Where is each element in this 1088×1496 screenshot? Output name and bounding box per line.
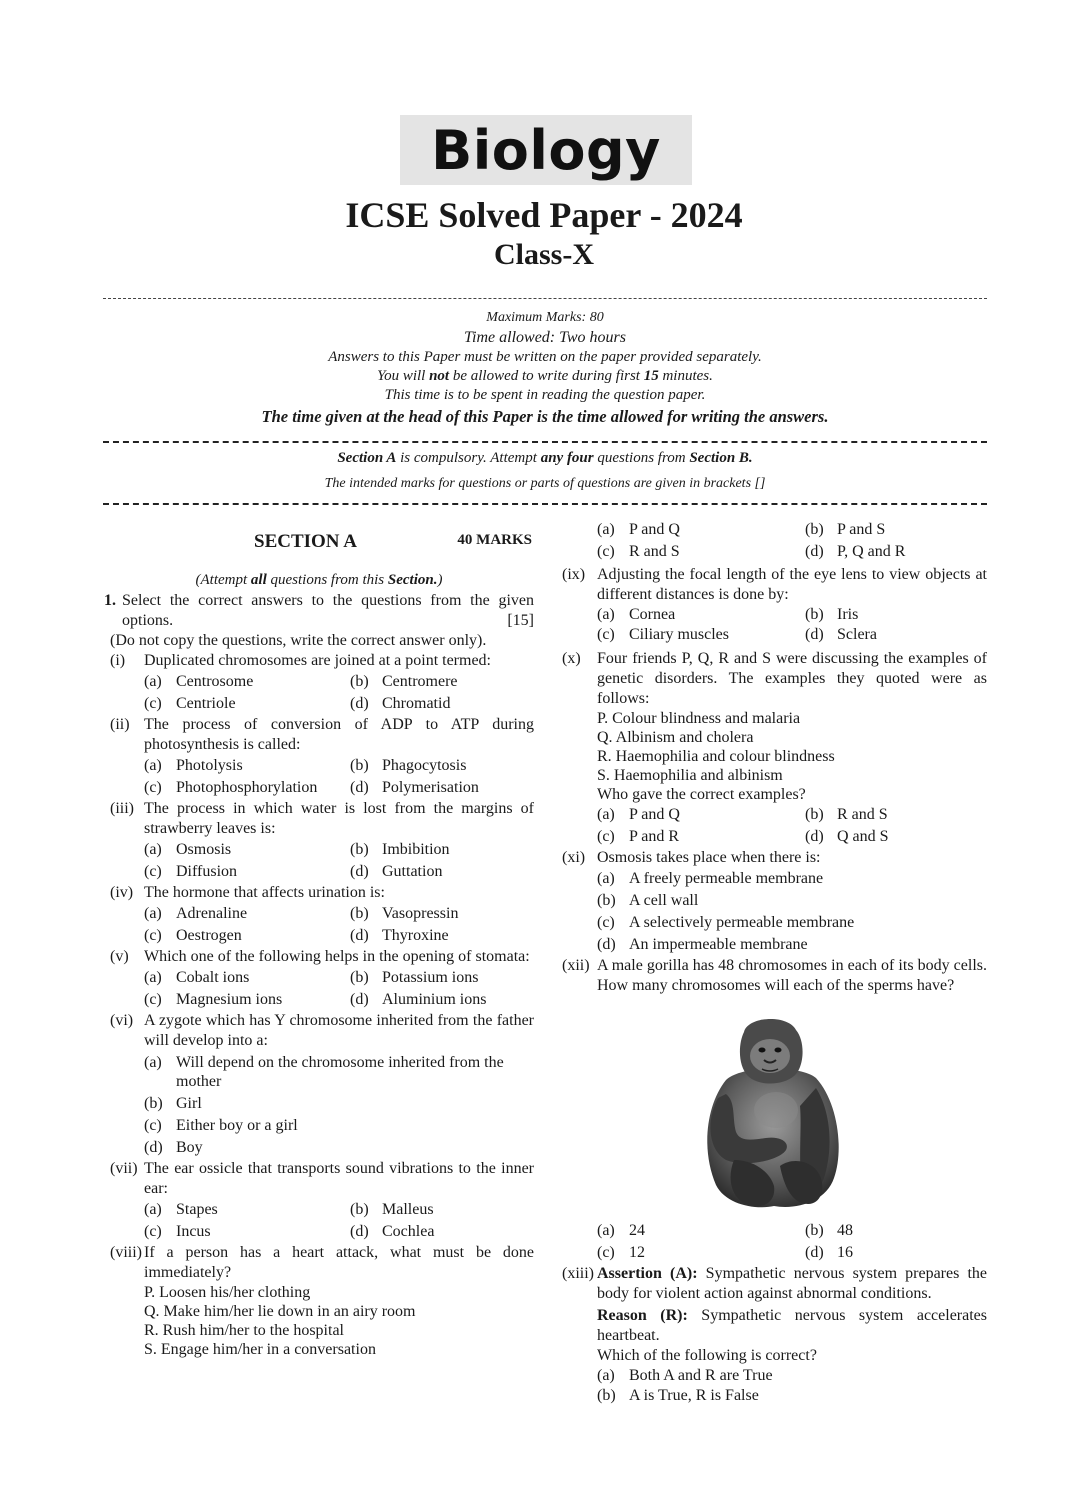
section-note: Section A is compulsory. Attempt any four questions from Section B. The intended marks for questions or parts of questions are given in brackets [] [103, 449, 987, 493]
option: (d) Chromatid [350, 695, 451, 712]
options [144, 903, 534, 947]
option: (d) Boy [144, 1139, 203, 1156]
option: (b) Vasopressin [350, 905, 459, 922]
divider [103, 298, 987, 299]
option: (a) Centrosome [144, 673, 254, 690]
option: (d) Sclera [805, 626, 877, 643]
subject-title: Biology [431, 118, 661, 182]
options [597, 1366, 987, 1406]
option: (b) Imbibition [350, 841, 450, 858]
option: (d) 16 [805, 1244, 853, 1261]
option: (a) Both A and R are True [597, 1367, 773, 1384]
question-1: 1. Select the correct answers to the questions from the given options. [15] [104, 592, 534, 629]
option: (b) R and S [805, 806, 888, 823]
option: (d) An impermeable membrane [597, 936, 808, 953]
question-v: (v) Which one of the following helps in the opening of stomata: [110, 948, 530, 965]
left-column [104, 530, 534, 1359]
question-xiii: (xiii) Assertion (A): Sympathetic nervous system prepares the body for violent action against abnormal conditions. [562, 1265, 987, 1302]
options [144, 1053, 534, 1159]
option: (b) Centromere [350, 673, 458, 690]
section-header [104, 530, 534, 570]
statement: R. Rush him/her to the hospital [144, 1322, 344, 1339]
section-title: SECTION A [254, 531, 357, 552]
question-iv: (iv) The hormone that affects urination is: [110, 884, 385, 901]
option: (b) Girl [144, 1095, 202, 1112]
question-marks: [15] [507, 612, 534, 629]
option: (c) Photophosphorylation [144, 779, 318, 796]
option: (c) A selectively permeable membrane [597, 914, 855, 931]
option: (b) Malleus [350, 1201, 434, 1218]
option: (c) 12 [597, 1244, 645, 1261]
paper-title: ICSE Solved Paper - 2024 [345, 195, 743, 235]
question-ask: Who gave the correct examples? [597, 786, 806, 803]
question-x: (x) Four friends P, Q, R and S were discussing the examples of genetic disorders. The examples they quoted were as follows: [562, 650, 987, 707]
option: (a) P and Q [597, 806, 680, 823]
question-ix: (ix) Adjusting the focal length of the eye lens to view objects at different distances is done by: [562, 566, 987, 603]
option: (c) Incus [144, 1223, 211, 1240]
option: (a) Will depend on the chromosome inherited from the mother [144, 1054, 504, 1090]
option: (d) Aluminium ions [350, 991, 487, 1008]
options [144, 839, 534, 883]
options [144, 967, 534, 1011]
statement: Q. Albinism and cholera [597, 729, 754, 746]
statement: Q. Make him/her lie down in an airy room [144, 1303, 416, 1320]
options [597, 804, 987, 848]
options [144, 1199, 534, 1243]
class-title: Class-X [493, 238, 594, 271]
option: (d) Guttation [350, 863, 443, 880]
section-marks: 40 MARKS [457, 532, 532, 548]
option: (d) Polymerisation [350, 779, 479, 796]
reason: Reason (R): Sympathetic nervous system accelerates heartbeat. [597, 1307, 987, 1344]
options [597, 1220, 987, 1264]
option: (a) Cobalt ions [144, 969, 250, 986]
question-ask: Which of the following is correct? [597, 1347, 817, 1364]
question-ii: (ii) The process of conversion of ADP to ATP during photosynthesis is called: [110, 716, 534, 753]
option: (d) P, Q and R [805, 543, 906, 560]
question-xii: (xii) A male gorilla has 48 chromosomes in each of its body cells. How many chromosomes will each of the sperms have? [562, 957, 987, 994]
option: (c) Diffusion [144, 863, 238, 880]
option: (a) Stapes [144, 1201, 218, 1218]
subject-banner [400, 115, 692, 185]
question-note: (Do not copy the questions, write the correct answer only). [110, 632, 487, 649]
option: (c) P and R [597, 828, 680, 845]
gorilla-illustration [696, 1010, 844, 1212]
instruction-line: You will not be allowed to write during first 15 minutes. [377, 368, 713, 384]
question-vi: (vi) A zygote which has Y chromosome inherited from the father will develop into a: [110, 1012, 534, 1049]
option: (b) P and S [805, 521, 886, 538]
option: (c) Ciliary muscles [597, 626, 729, 643]
statement: P. Colour blindness and malaria [597, 710, 801, 727]
question-iii: (iii) The process in which water is lost from the margins of strawberry leaves is: [110, 800, 534, 837]
instruction-line: This time is to be spent in reading the question paper. [384, 387, 706, 403]
options [597, 605, 987, 645]
statement: P. Loosen his/her clothing [144, 1284, 311, 1301]
right-column [562, 519, 987, 1406]
option: (c) Oestrogen [144, 927, 242, 944]
option: (d) Thyroxine [350, 927, 449, 944]
question-vii: (vii) The ear ossicle that transports sound vibrations to the inner ear: [110, 1160, 534, 1197]
option: (c) Centriole [144, 695, 236, 712]
option: (c) Magnesium ions [144, 991, 283, 1008]
option: (a) P and Q [597, 521, 680, 538]
divider [103, 441, 987, 443]
statements [144, 1283, 534, 1359]
option: (a) Osmosis [144, 841, 232, 858]
option: (b) Phagocytosis [350, 757, 467, 774]
options [597, 519, 987, 563]
statements [597, 709, 987, 804]
options [144, 755, 534, 799]
option: (a) Cornea [597, 606, 676, 623]
option: (b) Potassium ions [350, 969, 479, 986]
marks-note: The intended marks for questions or parts of questions are given in brackets [] [324, 476, 766, 491]
option: (d) Q and S [805, 828, 889, 845]
options [597, 868, 987, 956]
statement: S. Engage him/her in a conversation [144, 1341, 376, 1358]
exam-meta [103, 308, 987, 426]
option: (b) A is True, R is False [597, 1387, 759, 1404]
option: (a) 24 [597, 1222, 645, 1239]
instruction-line: The time given at the head of this Paper is the time allowed for writing the answers. [261, 407, 829, 426]
option: (d) Cochlea [350, 1223, 435, 1240]
instruction-line: Answers to this Paper must be written on the paper provided separately. [328, 349, 762, 365]
question-xi: (xi) Osmosis takes place when there is: [562, 849, 821, 866]
options [144, 671, 534, 715]
option: (a) A freely permeable membrane [597, 870, 824, 887]
statement: R. Haemophilia and colour blindness [597, 748, 835, 765]
option: (b) Iris [805, 606, 859, 623]
time-allowed: Time allowed: Two hours [464, 329, 626, 346]
question-viii: (viii) If a person has a heart attack, what must be done immediately? [110, 1244, 534, 1281]
divider [103, 503, 987, 505]
max-marks: Maximum Marks: 80 [486, 310, 604, 325]
statement: S. Haemophilia and albinism [597, 767, 783, 784]
option: (c) R and S [597, 543, 680, 560]
question-i: (i) Duplicated chromosomes are joined at a point termed: [110, 652, 491, 669]
option: (a) Adrenaline [144, 905, 248, 922]
option: (b) A cell wall [597, 892, 699, 909]
option: (b) 48 [805, 1222, 853, 1239]
option: (a) Photolysis [144, 757, 243, 774]
section-instruction: (Attempt all questions from this Section.) [195, 572, 443, 588]
option: (c) Either boy or a girl [144, 1117, 298, 1134]
